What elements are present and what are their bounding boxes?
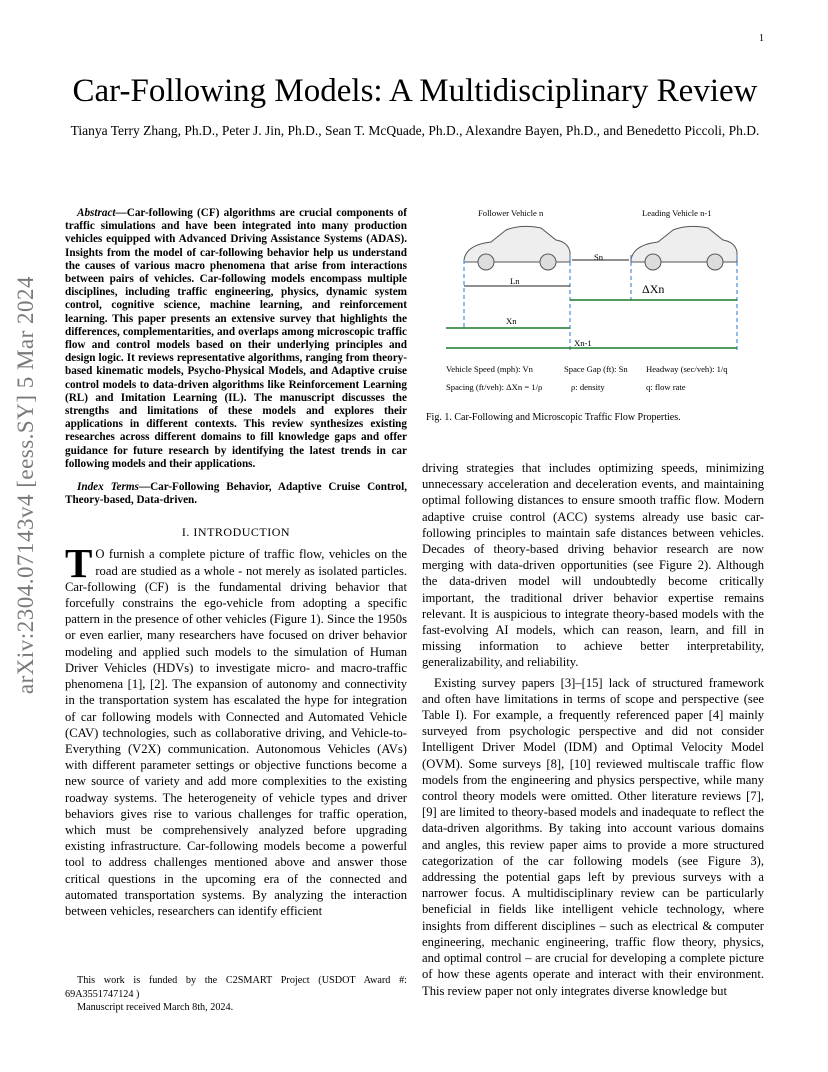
- legend-speed: Vehicle Speed (mph): Vn: [446, 364, 533, 374]
- leader-vehicle-label: Leading Vehicle n-1: [642, 208, 712, 218]
- index-terms: [65, 481, 407, 507]
- section-heading-introduction: I. INTRODUCTION: [181, 525, 291, 540]
- left-column: [65, 207, 407, 919]
- space-gap-label: Sn: [594, 252, 604, 262]
- legend-headway: Headway (sec/veh): 1/q: [646, 364, 728, 374]
- legend-flow: q: flow rate: [646, 382, 686, 392]
- right-paragraph-1: driving strategies that includes optimizing speeds, minimizing unnecessary acceleration and deceleration events, and maintaining optimal following distances to ensure smooth traffic flow. Modern adaptive cruise control (ACC) systems already use basic car-following principles to maintain safe distances between vehicles. Decades of theory-based driving behavior research are now merging with data-driven opportunities (see Figure 2). Although the data-driven model will undoubtedly become critically important, the traditional driver behavior expertise remains relevant. It is auspicious to integrate theory-based models with the fast-evolving AI models, which can reason, learn, and fill in missing information to achieve better interpretability, generalizability, and reliability.: [422, 461, 764, 670]
- index-terms-text: —Car-Following Behavior, Adaptive Cruise Control, Theory-based, Data-driven.: [65, 481, 407, 507]
- abstract-label: Abstract: [77, 207, 116, 219]
- legend-density: ρ: density: [571, 382, 605, 392]
- abstract: [65, 207, 407, 471]
- leader-car-icon: [631, 226, 737, 270]
- legend-gap: Space Gap (ft): Sn: [564, 364, 628, 374]
- index-terms-label: Index Terms: [77, 481, 139, 494]
- spacing-label: ΔXn: [642, 282, 665, 296]
- funding-note: This work is funded by the C2SMART Project (USDOT Award #: 69A3551747124 ): [65, 975, 407, 1000]
- length-label: Ln: [510, 276, 520, 286]
- drop-cap: T: [65, 540, 93, 587]
- arxiv-stamp: arXiv:2304.07143v4 [eess.SY] 5 Mar 2024: [13, 275, 38, 695]
- received-note: Manuscript received March 8th, 2024.: [77, 1002, 234, 1013]
- follower-car-icon: [464, 226, 570, 270]
- abstract-text: —Car-following (CF) algorithms are crucial components of traffic simulations and have been integrated into many production vehicles equipped with Advanced Driving Assistance Systems (ADAS). Insights from the model of car-following behavior help us understand the causes of various macro phenomena that arise from interactions between pairs of vehicles. Car-following models encompass multiple disciplines, including traffic engineering, physics, dynamic system control, cognitive science, machine learning, and reinforcement learning. This paper presents an extensive survey that highlights the differences, complementarities, and overlaps among microscopic traffic flow and control models based on their underlying principles and design logic. It reviews representative algorithms, ranging from theory-based kinematic models, Psycho-Physical Models, and Adaptive cruise control models to data-driven algorithms like Reinforcement Learning (RL) and Imitation Learning (IL). The manuscript discusses the strengths and limitations of these models and explores their applications in different contexts. This review synthesizes existing researches across different domains to fill knowledge gaps and offer guidance for future research by identifying the latest trends in car following models and their applications.: [65, 207, 407, 470]
- right-paragraph-2: Existing survey papers [3]–[15] lack of structured framework and often have limitations in terms of scope and perspective (see Table I). For example, a frequently referenced paper [4] mainly surveyed from psychologic perspective and did not consider Intelligent Driver Model (IDM) and Optimal Velocity Model (OVM). Some surveys [8], [10] reviewed multiscale traffic flow models from the engineering and physics perspective, while many control theory models were omitted. Other literature reviews [7], [9] are limited to theory-based models and inadequate to reflect the data-driven algorithms. By taking into account various domains and angles, this review paper aims to provide a more structured categorization of the car following models (see Figure 3), addressing the potential gaps left by previous surveys with a narrower focus. A multidisciplinary review can be particularly beneficial in fields like intelligent vehicle technology, where insights from different disciplines – such as electrical & computer engineering, mechanic engineering, traffic flow theory, physics, and optimal control – are crucial for developing a complete picture of how these agents operate and interact with their environment. This review paper not only integrates diverse knowledge but: [422, 675, 764, 998]
- right-column: [422, 460, 764, 999]
- page-number: 1: [759, 33, 764, 44]
- paper-title: Car-Following Models: A Multidisciplinary Review: [72, 73, 758, 109]
- legend-spacing: Spacing (ft/veh): ΔXn = 1/ρ: [446, 382, 543, 392]
- author-list: Tianya Terry Zhang, Ph.D., Peter J. Jin, Ph.D., Sean T. McQuade, Ph.D., Alexandre Bayen, Ph.D., and Benedetto Piccoli, Ph.D.: [70, 123, 760, 138]
- figure-1: [446, 200, 766, 400]
- xn1-label: Xn-1: [574, 338, 592, 348]
- intro-paragraph: [65, 540, 407, 919]
- footnote: [65, 974, 407, 1015]
- follower-vehicle-label: Follower Vehicle n: [478, 208, 544, 218]
- figure-caption: Fig. 1. Car-Following and Microscopic Traffic Flow Properties.: [426, 412, 681, 423]
- intro-text: O furnish a complete picture of traffic flow, vehicles on the road are studied as a whole - not merely as isolated particles. Car-following (CF) is the fundamental driving behavior that forcefully constrains the ego-vehicle from adopting a specific pattern in the presence of other vehicles (Figure 1). Since the 1950s or even earlier, many researchers have focused on driver behavior modeling and applied such models to the simulation of Human Driver Vehicles (HDVs) to investigate micro- and macro-traffic phenomena [1], [2]. The expansion of autonomy and connectivity in the transportation system has escalated the hype for integration of car following models with Connected and Automated Vehicle (CAV) technologies, such as collaborative driving, and Vehicle-to-Everything (V2X) communication. Autonomous Vehicles (AVs) with different parameter settings or objective functions become a new source of variety and add more complexities to the existing roadway systems. The heterogeneity of vehicle types and driver behaviors gives rise to various challenges for traffic operation, which must be comprehensively analyzed before upgrading existing infrastructure. Car-following models become a powerful tool to address challenges mentioned above and answer those critical questions in the upcoming era of the connected and automated transportation systems. By analyzing the interaction between vehicles, researchers can identify efficient: [65, 547, 407, 918]
- xn-label: Xn: [506, 316, 517, 326]
